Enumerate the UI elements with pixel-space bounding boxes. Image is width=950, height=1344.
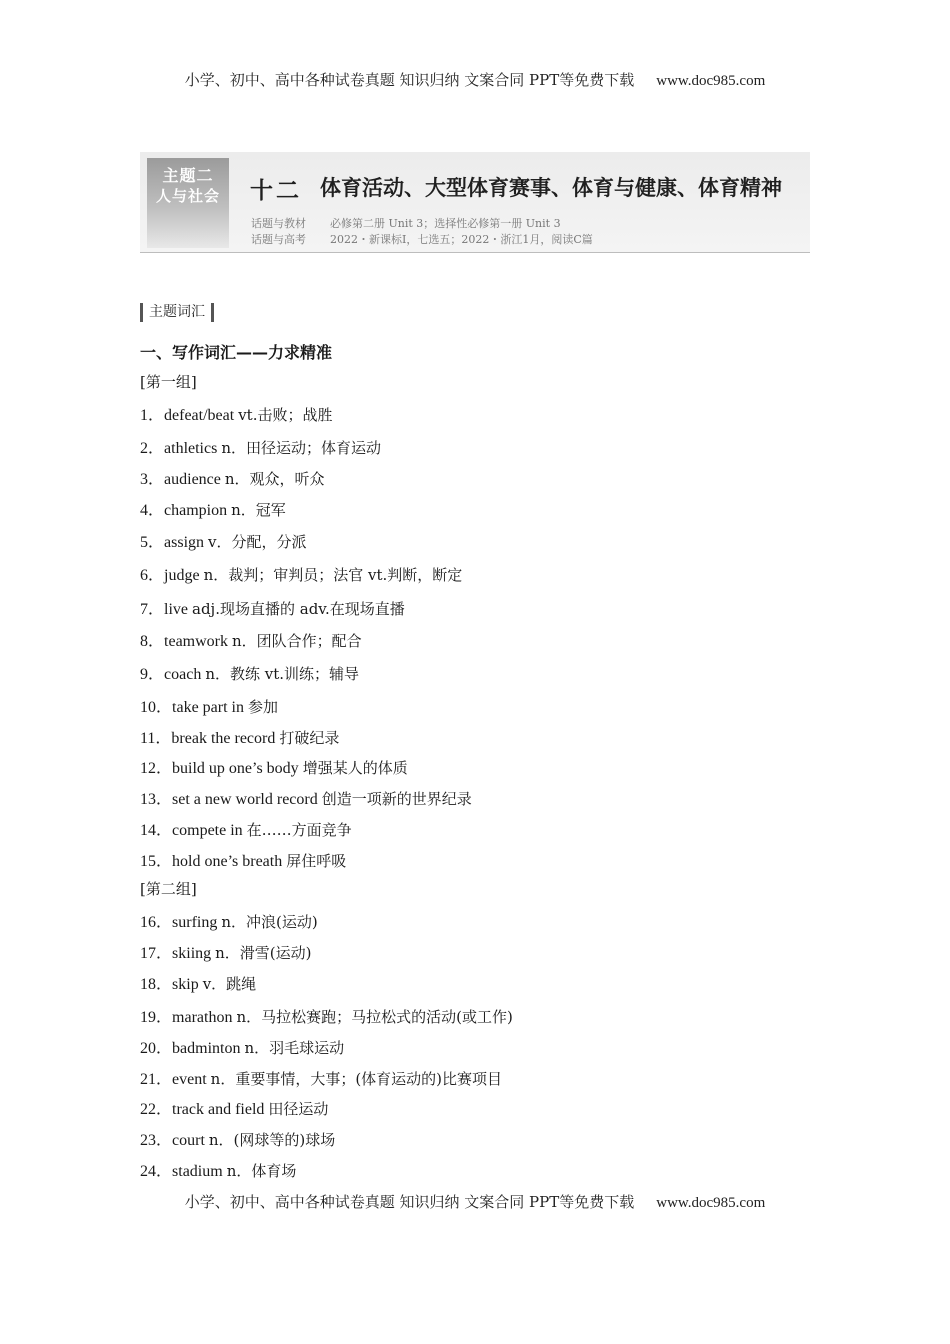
vocab-item bbox=[140, 661, 359, 684]
meta-exam bbox=[251, 231, 593, 247]
vocab-number: 5． bbox=[140, 534, 165, 551]
vocab-definition: n．冲浪(运动) bbox=[221, 913, 318, 931]
vocab-number: 22． bbox=[140, 1101, 173, 1118]
vocab-term: badminton bbox=[172, 1040, 245, 1057]
vocab-definition: vt.击败；战胜 bbox=[238, 406, 333, 424]
header-site-link[interactable]: www.doc985.com bbox=[656, 73, 766, 89]
vocab-definition: n．体育场 bbox=[226, 1162, 297, 1180]
vocab-item bbox=[140, 529, 307, 552]
vocab-number: 12． bbox=[140, 760, 173, 777]
vocab-term: defeat/beat bbox=[164, 407, 239, 424]
vocab-definition: n．(网球等的)球场 bbox=[208, 1131, 336, 1149]
vocab-number: 1． bbox=[140, 407, 165, 424]
vocab-number: 9． bbox=[140, 666, 165, 683]
vocab-definition: 增强某人的体质 bbox=[302, 759, 408, 777]
vocab-term: skiing bbox=[172, 945, 216, 962]
section-tag: 主题词汇 bbox=[140, 303, 214, 322]
meta-value: 2022・新课标Ⅰ，七选五；2022・浙江1月，阅读C篇 bbox=[330, 233, 593, 246]
vocab-number: 11． bbox=[140, 730, 172, 747]
vocab-definition: 参加 bbox=[247, 698, 278, 716]
vocab-item bbox=[140, 1004, 513, 1027]
vocab-term: court bbox=[172, 1132, 209, 1149]
vocab-number: 18． bbox=[140, 976, 173, 993]
vocab-term: compete in bbox=[172, 822, 247, 839]
meta-label: 话题与高考 bbox=[251, 233, 306, 246]
vocab-definition: n．田径运动；体育运动 bbox=[221, 439, 381, 457]
page-header bbox=[0, 69, 950, 90]
vocab-item bbox=[140, 1066, 502, 1089]
vocab-item bbox=[140, 694, 278, 717]
group-label-2: [第二组] bbox=[140, 880, 197, 898]
vocab-term: assign bbox=[164, 534, 209, 551]
vocab-number: 8． bbox=[140, 633, 165, 650]
footer-text: 小学、初中、高中各种试卷真题 知识归纳 文案合同 PPT等免费下载 bbox=[184, 1193, 635, 1211]
topic-banner bbox=[140, 152, 810, 253]
vocab-term: hold one’s breath bbox=[172, 853, 287, 870]
vocab-definition: n．裁判；审判员；法官 vt.判断，断定 bbox=[203, 566, 463, 584]
vocab-item bbox=[140, 817, 352, 840]
vocab-term: track and field bbox=[172, 1101, 269, 1118]
vocab-definition: 打破纪录 bbox=[279, 729, 340, 747]
vocab-definition: n．羽毛球运动 bbox=[244, 1039, 345, 1057]
page-footer bbox=[0, 1191, 950, 1212]
badge-theme-subject: 人与社会 bbox=[155, 187, 220, 205]
vocab-number: 19． bbox=[140, 1009, 173, 1026]
vocab-definition: n．观众，听众 bbox=[224, 470, 325, 488]
vocab-term: skip bbox=[172, 976, 203, 993]
theme-badge bbox=[147, 158, 229, 248]
vocab-term: live bbox=[164, 601, 193, 618]
vocab-item bbox=[140, 628, 362, 651]
vocab-definition: n．滑雪(运动) bbox=[215, 944, 312, 962]
badge-theme-label: 主题二 bbox=[162, 166, 214, 185]
vocab-term: judge bbox=[164, 567, 204, 584]
vocab-item bbox=[140, 755, 408, 778]
vocab-term: coach bbox=[164, 666, 206, 683]
vocab-definition: 屏住呼吸 bbox=[286, 852, 347, 870]
vocab-item bbox=[140, 562, 462, 585]
vocab-item bbox=[140, 1158, 296, 1181]
vocab-definition: v．跳绳 bbox=[202, 975, 257, 993]
vocab-item bbox=[140, 940, 312, 963]
vocab-definition: n．马拉松赛跑；马拉松式的活动(或工作) bbox=[236, 1008, 513, 1026]
vocab-number: 6． bbox=[140, 567, 165, 584]
vocab-item bbox=[140, 596, 405, 619]
vocab-definition: n．冠军 bbox=[231, 501, 286, 519]
vocab-definition: 创造一项新的世界纪录 bbox=[321, 790, 472, 808]
vocab-item bbox=[140, 1035, 344, 1058]
vocab-definition: 田径运动 bbox=[268, 1100, 329, 1118]
vocab-term: break the record bbox=[171, 730, 280, 747]
vocab-item bbox=[140, 725, 339, 748]
vocab-term: champion bbox=[164, 502, 232, 519]
vocab-term: surfing bbox=[172, 914, 222, 931]
vocab-term: take part in bbox=[172, 699, 248, 716]
vocab-definition: 在……方面竞争 bbox=[246, 821, 352, 839]
vocab-number: 4． bbox=[140, 502, 165, 519]
meta-textbook bbox=[251, 215, 561, 231]
vocab-item bbox=[140, 466, 325, 489]
vocab-number: 23． bbox=[140, 1132, 173, 1149]
meta-label: 话题与教材 bbox=[251, 217, 306, 230]
vocab-item bbox=[140, 435, 381, 458]
meta-value: 必修第二册 Unit 3；选择性必修第一册 Unit 3 bbox=[330, 217, 561, 230]
header-text: 小学、初中、高中各种试卷真题 知识归纳 文案合同 PPT等免费下载 bbox=[184, 71, 635, 89]
vocab-definition: adj.现场直播的 adv.在现场直播 bbox=[192, 600, 405, 618]
vocab-number: 24． bbox=[140, 1163, 173, 1180]
vocab-number: 7． bbox=[140, 601, 165, 618]
vocab-term: marathon bbox=[172, 1009, 237, 1026]
vocab-number: 15． bbox=[140, 853, 173, 870]
vocab-item bbox=[140, 848, 346, 871]
vocab-item bbox=[140, 1096, 328, 1119]
vocab-number: 16． bbox=[140, 914, 173, 931]
vocab-term: build up one’s body bbox=[172, 760, 303, 777]
vocab-number: 20． bbox=[140, 1040, 173, 1057]
vocab-item bbox=[140, 497, 286, 520]
vocab-item bbox=[140, 971, 256, 994]
vocab-definition: n．团队合作；配合 bbox=[232, 632, 362, 650]
vocab-item bbox=[140, 402, 332, 425]
vocab-number: 2． bbox=[140, 440, 165, 457]
page-title: 体育活动、大型体育赛事、体育与健康、体育精神 bbox=[320, 176, 782, 200]
vocab-term: stadium bbox=[172, 1163, 227, 1180]
vocab-number: 10． bbox=[140, 699, 173, 716]
vocab-number: 13． bbox=[140, 791, 173, 808]
vocab-term: athletics bbox=[164, 440, 222, 457]
vocab-number: 17． bbox=[140, 945, 173, 962]
vocab-definition: v．分配，分派 bbox=[208, 533, 307, 551]
section-heading: 一、写作词汇——力求精准 bbox=[140, 343, 333, 362]
vocab-term: teamwork bbox=[164, 633, 232, 650]
vocab-item bbox=[140, 786, 472, 809]
vocab-term: set a new world record bbox=[172, 791, 322, 808]
vocab-term: audience bbox=[164, 471, 225, 488]
vocab-number: 3． bbox=[140, 471, 165, 488]
vocab-term: event bbox=[172, 1071, 211, 1088]
vocab-item bbox=[140, 909, 318, 932]
vocab-definition: n．教练 vt.训练；辅导 bbox=[205, 665, 360, 683]
vocab-definition: n．重要事情，大事；(体育运动的)比赛项目 bbox=[210, 1070, 503, 1088]
vocab-number: 21． bbox=[140, 1071, 173, 1088]
vocab-item bbox=[140, 1127, 335, 1150]
vocab-number: 14． bbox=[140, 822, 173, 839]
group-label-1: [第一组] bbox=[140, 373, 197, 391]
unit-number: 十二 bbox=[250, 178, 302, 204]
footer-site-link[interactable]: www.doc985.com bbox=[656, 1195, 766, 1211]
